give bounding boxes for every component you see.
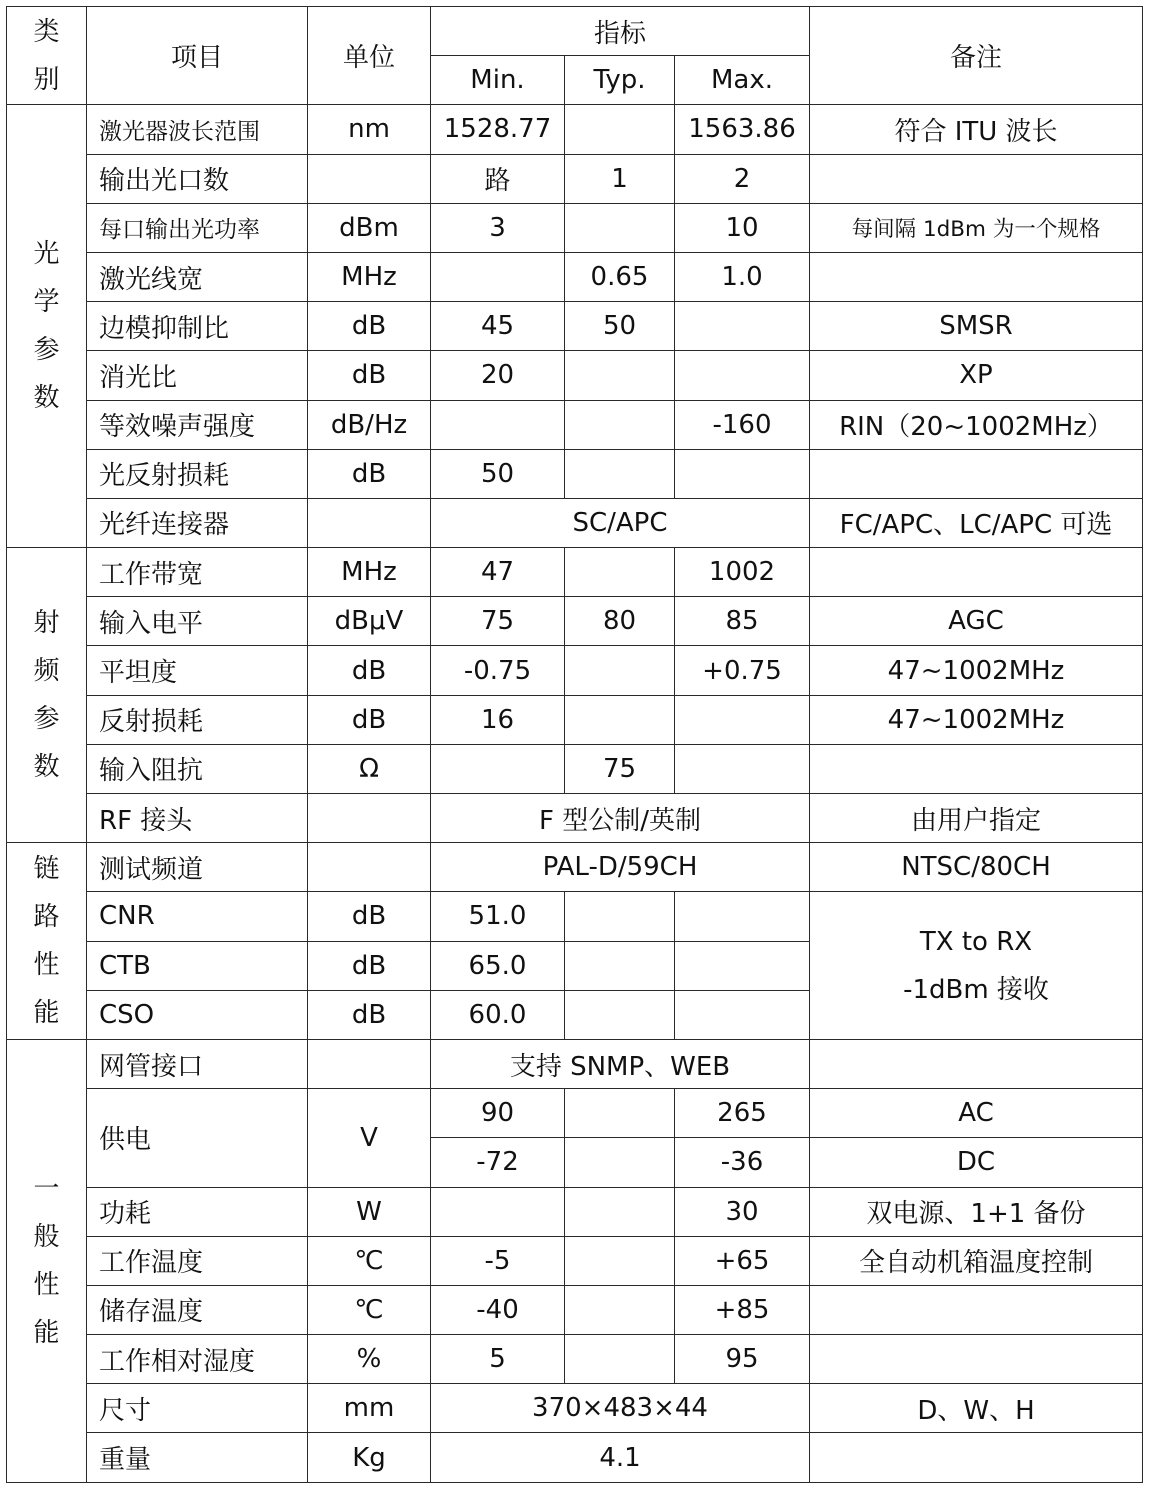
item-cell: 网管接口 xyxy=(87,1039,308,1088)
remark-cell: NTSC/80CH xyxy=(810,843,1143,892)
item-cell: CSO xyxy=(87,990,308,1039)
item-cell: 工作带宽 xyxy=(87,548,308,597)
category-char: 般 xyxy=(33,1221,60,1252)
typ-cell xyxy=(565,892,675,941)
max-cell: 95 xyxy=(675,1335,810,1384)
unit-cell: % xyxy=(308,1335,431,1384)
max-cell xyxy=(675,892,810,941)
min-cell: -72 xyxy=(431,1138,565,1187)
link-remark-line2: -1dBm 接收 xyxy=(903,974,1049,1005)
min-cell: -5 xyxy=(431,1236,565,1285)
typ-cell xyxy=(565,1285,675,1334)
remark-cell xyxy=(810,744,1143,793)
min-cell: -40 xyxy=(431,1285,565,1334)
item-cell: 工作温度 xyxy=(87,1236,308,1285)
max-cell: 2 xyxy=(675,154,810,203)
min-cell: 3 xyxy=(431,203,565,252)
unit-cell: dB xyxy=(308,449,431,498)
item-cell: 储存温度 xyxy=(87,1285,308,1334)
max-cell: -36 xyxy=(675,1138,810,1187)
unit-cell: ℃ xyxy=(308,1285,431,1334)
category-char: 光 xyxy=(33,239,60,270)
max-cell: 1563.86 xyxy=(675,105,810,154)
table-row xyxy=(7,154,1143,203)
typ-cell: 0.65 xyxy=(565,252,675,301)
header-category xyxy=(7,7,87,105)
max-cell: 1002 xyxy=(675,548,810,597)
header-min: Min. xyxy=(431,56,565,105)
remark-cell: D、W、H xyxy=(810,1384,1143,1433)
typ-cell: 1 xyxy=(565,154,675,203)
max-cell: -160 xyxy=(675,400,810,449)
unit-cell: Kg xyxy=(308,1433,431,1482)
table-row xyxy=(7,1335,1143,1384)
max-cell: +0.75 xyxy=(675,646,810,695)
remark-cell: AGC xyxy=(810,597,1143,646)
max-cell: 85 xyxy=(675,597,810,646)
min-cell: 60.0 xyxy=(431,990,565,1039)
category-char: 性 xyxy=(33,1269,60,1300)
item-cell: 输入阻抗 xyxy=(87,744,308,793)
max-cell: 10 xyxy=(675,203,810,252)
unit-cell: dB xyxy=(308,351,431,400)
max-cell: +85 xyxy=(675,1285,810,1334)
min-cell: 47 xyxy=(431,548,565,597)
table-row xyxy=(7,1433,1143,1482)
link-remark-cell xyxy=(810,892,1143,1040)
typ-cell xyxy=(565,695,675,744)
category-char: 频 xyxy=(33,656,60,687)
item-cell: 每口输出光功率 xyxy=(87,203,308,252)
item-cell: CTB xyxy=(87,941,308,990)
item-cell: 平坦度 xyxy=(87,646,308,695)
remark-cell: 每间隔 1dBm 为一个规格 xyxy=(810,203,1143,252)
typ-cell: 75 xyxy=(565,744,675,793)
category-char: 性 xyxy=(33,950,60,981)
remark-cell: 47~1002MHz xyxy=(810,695,1143,744)
table-row xyxy=(7,351,1143,400)
unit-cell: ℃ xyxy=(308,1236,431,1285)
table-row xyxy=(7,449,1143,498)
category-char: 数 xyxy=(33,383,60,414)
typ-cell xyxy=(565,1187,675,1236)
table-row xyxy=(7,203,1143,252)
max-cell: 1.0 xyxy=(675,252,810,301)
table-row xyxy=(7,695,1143,744)
remark-cell: FC/APC、LC/APC 可选 xyxy=(810,498,1143,547)
typ-cell: 80 xyxy=(565,597,675,646)
unit-cell: dB xyxy=(308,892,431,941)
item-cell: 激光线宽 xyxy=(87,252,308,301)
max-cell: +65 xyxy=(675,1236,810,1285)
min-cell: 路 xyxy=(431,154,565,203)
unit-cell: dB/Hz xyxy=(308,400,431,449)
category-char: 能 xyxy=(33,1317,60,1348)
item-cell: 尺寸 xyxy=(87,1384,308,1433)
unit-cell: Ω xyxy=(308,744,431,793)
category-rf xyxy=(7,548,87,843)
remark-cell: 由用户指定 xyxy=(810,794,1143,843)
unit-cell: dBμV xyxy=(308,597,431,646)
remark-cell xyxy=(810,1039,1143,1088)
category-char: 别 xyxy=(33,64,60,95)
unit-cell xyxy=(308,843,431,892)
table-row xyxy=(7,498,1143,547)
min-cell: 1528.77 xyxy=(431,105,565,154)
remark-cell: 47~1002MHz xyxy=(810,646,1143,695)
typ-cell xyxy=(565,203,675,252)
item-cell: 光纤连接器 xyxy=(87,498,308,547)
category-char: 路 xyxy=(33,902,60,933)
table-row xyxy=(7,1089,1143,1138)
table-row xyxy=(7,252,1143,301)
remark-cell xyxy=(810,1335,1143,1384)
unit-cell xyxy=(308,1039,431,1088)
remark-cell: AC xyxy=(810,1089,1143,1138)
item-cell: 供电 xyxy=(87,1089,308,1187)
remark-cell xyxy=(810,1285,1143,1334)
min-cell: 75 xyxy=(431,597,565,646)
category-char: 一 xyxy=(33,1173,60,1204)
min-cell: 90 xyxy=(431,1089,565,1138)
table-row xyxy=(7,892,1143,941)
item-cell: 工作相对湿度 xyxy=(87,1335,308,1384)
table-row xyxy=(7,1384,1143,1433)
header-row xyxy=(7,7,1143,56)
unit-cell xyxy=(308,498,431,547)
unit-cell: dB xyxy=(308,990,431,1039)
min-cell: 45 xyxy=(431,302,565,351)
max-cell xyxy=(675,990,810,1039)
item-cell: 输入电平 xyxy=(87,597,308,646)
category-char: 数 xyxy=(33,752,60,783)
remark-cell: XP xyxy=(810,351,1143,400)
value-cell: PAL-D/59CH xyxy=(431,843,810,892)
typ-cell xyxy=(565,646,675,695)
min-cell: 16 xyxy=(431,695,565,744)
min-cell: 50 xyxy=(431,449,565,498)
unit-cell: dB xyxy=(308,646,431,695)
table-row xyxy=(7,1285,1143,1334)
min-cell: 20 xyxy=(431,351,565,400)
min-cell xyxy=(431,400,565,449)
typ-cell xyxy=(565,548,675,597)
item-cell: 输出光口数 xyxy=(87,154,308,203)
max-cell xyxy=(675,695,810,744)
item-cell: 功耗 xyxy=(87,1187,308,1236)
value-cell: 370×483×44 xyxy=(431,1384,810,1433)
table-row xyxy=(7,646,1143,695)
max-cell: 265 xyxy=(675,1089,810,1138)
table-row xyxy=(7,1039,1143,1088)
unit-cell: dB xyxy=(308,941,431,990)
typ-cell xyxy=(565,1138,675,1187)
typ-cell: 50 xyxy=(565,302,675,351)
unit-cell: W xyxy=(308,1187,431,1236)
link-remark-line1: TX to RX xyxy=(919,926,1033,957)
remark-cell xyxy=(810,154,1143,203)
item-cell: 消光比 xyxy=(87,351,308,400)
category-optical xyxy=(7,105,87,548)
header-typ: Typ. xyxy=(565,56,675,105)
table-row xyxy=(7,548,1143,597)
max-cell: 30 xyxy=(675,1187,810,1236)
typ-cell xyxy=(565,449,675,498)
unit-cell: dB xyxy=(308,695,431,744)
max-cell xyxy=(675,744,810,793)
category-char: 学 xyxy=(33,287,60,318)
remark-cell: RIN（20~1002MHz） xyxy=(810,400,1143,449)
table-row xyxy=(7,744,1143,793)
value-cell: F 型公制/英制 xyxy=(431,794,810,843)
table-row xyxy=(7,794,1143,843)
category-link xyxy=(7,843,87,1040)
typ-cell xyxy=(565,1089,675,1138)
typ-cell xyxy=(565,941,675,990)
spec-table xyxy=(6,6,1143,1483)
unit-cell: nm xyxy=(308,105,431,154)
typ-cell xyxy=(565,105,675,154)
typ-cell xyxy=(565,990,675,1039)
value-cell: 4.1 xyxy=(431,1433,810,1482)
typ-cell xyxy=(565,1335,675,1384)
item-cell: 测试频道 xyxy=(87,843,308,892)
max-cell xyxy=(675,941,810,990)
category-char: 类 xyxy=(33,16,60,47)
max-cell xyxy=(675,302,810,351)
min-cell: 51.0 xyxy=(431,892,565,941)
item-cell: 边模抑制比 xyxy=(87,302,308,351)
header-max: Max. xyxy=(675,56,810,105)
item-cell: CNR xyxy=(87,892,308,941)
item-cell: 等效噪声强度 xyxy=(87,400,308,449)
item-cell: 重量 xyxy=(87,1433,308,1482)
table-row xyxy=(7,597,1143,646)
remark-cell: SMSR xyxy=(810,302,1143,351)
remark-cell xyxy=(810,548,1143,597)
table-row xyxy=(7,1236,1143,1285)
unit-cell: dB xyxy=(308,302,431,351)
typ-cell xyxy=(565,1236,675,1285)
header-remark: 备注 xyxy=(810,7,1143,105)
value-cell: SC/APC xyxy=(431,498,810,547)
item-cell: 反射损耗 xyxy=(87,695,308,744)
header-item: 项目 xyxy=(87,7,308,105)
item-cell: 激光器波长范围 xyxy=(87,105,308,154)
min-cell xyxy=(431,1187,565,1236)
header-unit: 单位 xyxy=(308,7,431,105)
min-cell xyxy=(431,744,565,793)
remark-cell: DC xyxy=(810,1138,1143,1187)
unit-cell: MHz xyxy=(308,548,431,597)
unit-cell: MHz xyxy=(308,252,431,301)
typ-cell xyxy=(565,400,675,449)
min-cell: -0.75 xyxy=(431,646,565,695)
header-spec: 指标 xyxy=(431,7,810,56)
category-char: 射 xyxy=(33,608,60,639)
item-cell: RF 接头 xyxy=(87,794,308,843)
category-char: 参 xyxy=(33,704,60,735)
remark-cell xyxy=(810,252,1143,301)
table-row xyxy=(7,843,1143,892)
unit-cell: V xyxy=(308,1089,431,1187)
min-cell: 65.0 xyxy=(431,941,565,990)
remark-cell: 双电源、1+1 备份 xyxy=(810,1187,1143,1236)
min-cell: 5 xyxy=(431,1335,565,1384)
min-cell xyxy=(431,252,565,301)
category-char: 链 xyxy=(33,854,60,885)
unit-cell xyxy=(308,154,431,203)
remark-cell: 符合 ITU 波长 xyxy=(810,105,1143,154)
value-cell: 支持 SNMP、WEB xyxy=(431,1039,810,1088)
table-row xyxy=(7,302,1143,351)
max-cell xyxy=(675,351,810,400)
table-row xyxy=(7,1187,1143,1236)
category-char: 参 xyxy=(33,335,60,366)
category-char: 能 xyxy=(33,998,60,1029)
category-general xyxy=(7,1039,87,1482)
remark-cell xyxy=(810,449,1143,498)
remark-cell: 全自动机箱温度控制 xyxy=(810,1236,1143,1285)
max-cell xyxy=(675,449,810,498)
unit-cell: dBm xyxy=(308,203,431,252)
table-row xyxy=(7,400,1143,449)
item-cell: 光反射损耗 xyxy=(87,449,308,498)
unit-cell xyxy=(308,794,431,843)
remark-cell xyxy=(810,1433,1143,1482)
table-row xyxy=(7,105,1143,154)
unit-cell: mm xyxy=(308,1384,431,1433)
typ-cell xyxy=(565,351,675,400)
